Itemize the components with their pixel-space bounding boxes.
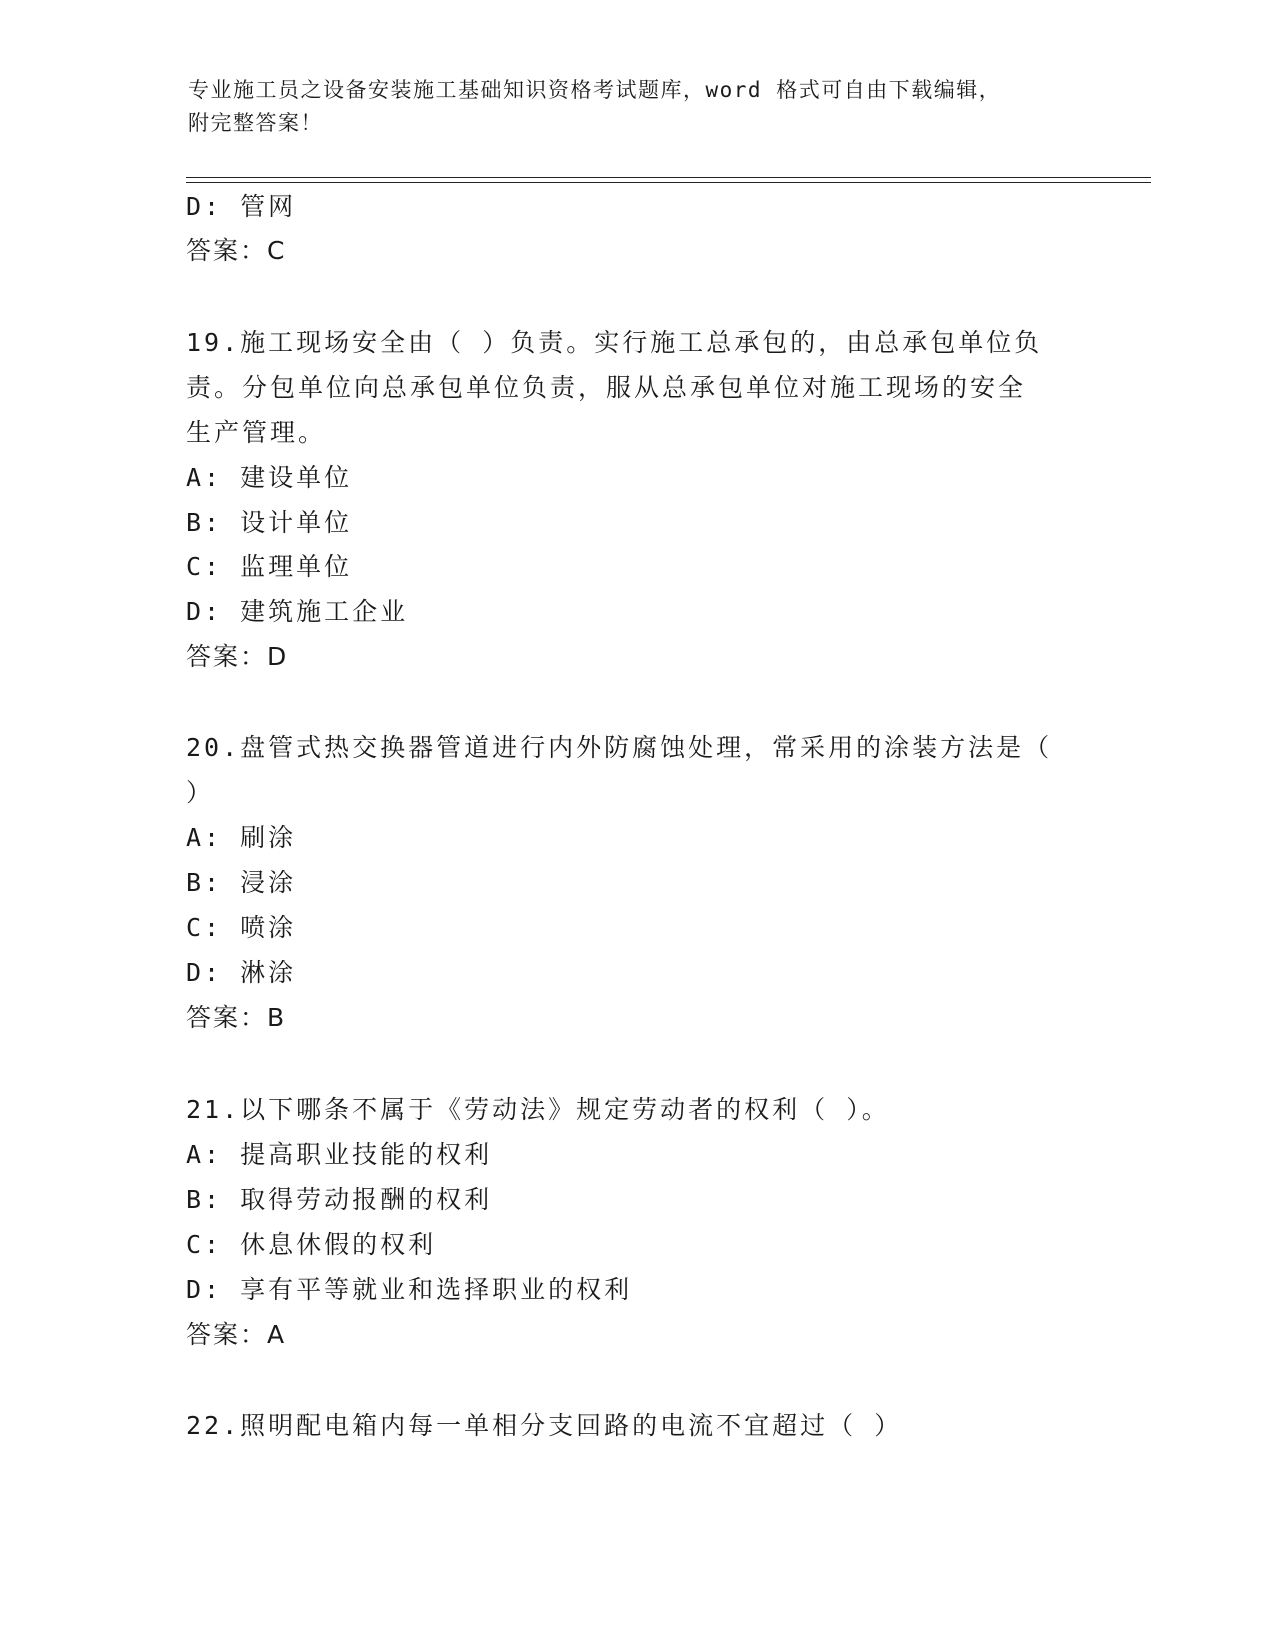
header-line-2: 附完整答案！ xyxy=(188,111,323,135)
q20-answer: 答案：B xyxy=(186,1003,287,1032)
q19-stem-line-3: 生产管理。 xyxy=(186,418,327,447)
q20-option-c: C: 喷涂 xyxy=(186,913,297,942)
header-divider-bottom xyxy=(186,182,1151,183)
q21-stem-line-1: 21.以下哪条不属于《劳动法》规定劳动者的权利（ ）。 xyxy=(186,1095,890,1124)
q21-option-c: C: 休息休假的权利 xyxy=(186,1230,437,1259)
header-divider-top xyxy=(186,177,1151,178)
q21-option-a: A: 提高职业技能的权利 xyxy=(186,1140,493,1169)
q20-option-d: D: 淋涂 xyxy=(186,958,297,987)
q18-option-d: D: 管网 xyxy=(186,192,297,221)
q19-answer: 答案：D xyxy=(186,642,289,671)
q19-option-d: D: 建筑施工企业 xyxy=(186,597,409,626)
q20-stem-line-1: 20.盘管式热交换器管道进行内外防腐蚀处理，常采用的涂装方法是（ xyxy=(186,733,1053,762)
q21-option-d: D: 享有平等就业和选择职业的权利 xyxy=(186,1275,633,1304)
q19-option-c: C: 监理单位 xyxy=(186,552,353,581)
q20-stem-line-2: ） xyxy=(186,778,215,807)
q18-answer: 答案：C xyxy=(186,236,287,265)
q21-answer: 答案：A xyxy=(186,1320,287,1349)
q20-option-a: A: 刷涂 xyxy=(186,823,297,852)
q19-stem-line-1: 19.施工现场安全由（ ）负责。实行施工总承包的，由总承包单位负 xyxy=(186,328,1043,357)
q22-stem-line-1: 22.照明配电箱内每一单相分支回路的电流不宜超过（ ） xyxy=(186,1411,903,1440)
q19-option-b: B: 设计单位 xyxy=(186,508,353,537)
q19-option-a: A: 建设单位 xyxy=(186,463,353,492)
header-line-1: 专业施工员之设备安装施工基础知识资格考试题库，word 格式可自由下载编辑， xyxy=(188,78,1002,102)
q20-option-b: B: 浸涂 xyxy=(186,868,297,897)
q21-option-b: B: 取得劳动报酬的权利 xyxy=(186,1185,493,1214)
document-header xyxy=(188,74,1068,140)
q19-stem-line-2: 责。分包单位向总承包单位负责，服从总承包单位对施工现场的安全 xyxy=(186,373,1027,402)
